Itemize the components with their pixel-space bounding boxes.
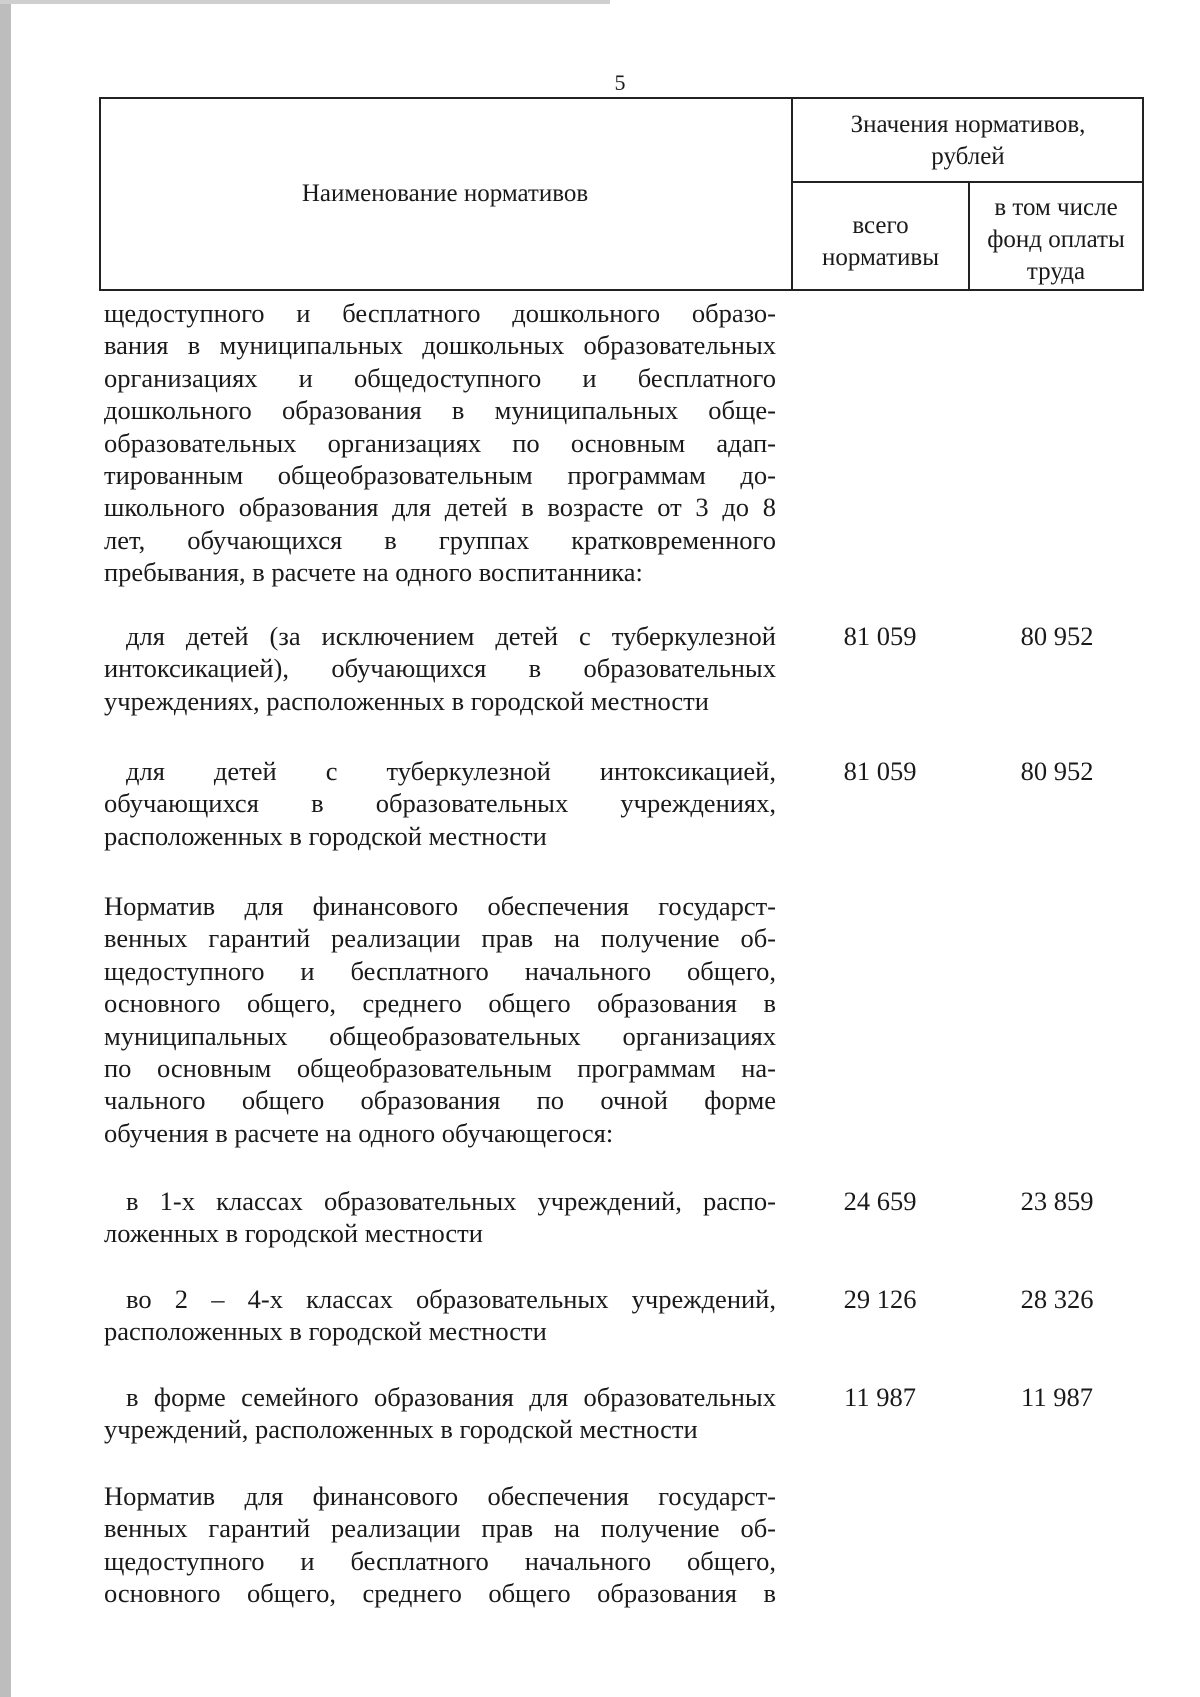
value-total: 29 126 <box>843 1284 917 1314</box>
text-line: школьного образования для детей в возрасте от 3 до 8 <box>104 492 776 523</box>
text-line: образовательных организациях по основным адап- <box>104 427 776 458</box>
text-line: основного общего, среднего общего образования в <box>104 988 776 1019</box>
text-line: учреждений, расположенных в городской местности <box>104 1414 698 1445</box>
text-line: щедоступного и бесплатного начального общего, <box>104 955 776 986</box>
text-line: в форме семейного образования для образовательных <box>126 1382 776 1412</box>
text-line: муниципальных общеобразовательных организациях <box>104 1020 776 1051</box>
header-name-label: Наименование нормативов <box>301 180 589 207</box>
value-payroll: 80 952 <box>1020 756 1094 786</box>
value-total: 11 987 <box>844 1382 916 1412</box>
text-line: дошкольного образования в муниципальных обще- <box>104 395 776 426</box>
text-line: интоксикацией), обучающихся в образовательных <box>104 653 776 684</box>
value-total: 24 659 <box>843 1186 917 1216</box>
item-family-education <box>104 1381 776 1446</box>
text-line: пребывания, в расчете на одного воспитанника: <box>104 557 643 588</box>
scan-edge-top <box>0 0 610 4</box>
text-line: венных гарантий реализации прав на получение об- <box>104 1513 776 1544</box>
text-line: вания в муниципальных дошкольных образовательных <box>104 330 776 361</box>
header-total-line2: нормативы <box>821 244 939 271</box>
item-children-excluding-tb <box>104 620 776 717</box>
table-header <box>99 97 1144 291</box>
text-line: по основным общеобразовательным программам на- <box>104 1053 776 1084</box>
paragraph-preschool-continuation <box>104 297 776 589</box>
scan-edge-left <box>0 0 11 1697</box>
value-total: 81 059 <box>843 756 917 786</box>
text-line: Норматив для финансового обеспечения государст- <box>104 891 776 921</box>
text-line: щедоступного и бесплатного начального общего, <box>104 1545 776 1576</box>
paragraph-general-education <box>104 890 776 1149</box>
item-grades-2-4 <box>104 1283 776 1348</box>
header-payroll-line2: фонд оплаты <box>987 226 1125 253</box>
text-line: чального общего образования по очной форме <box>104 1085 776 1116</box>
text-line: для детей (за исключением детей с туберкулезной <box>126 621 776 651</box>
value-payroll: 28 326 <box>1020 1284 1094 1314</box>
header-values-title-line2: рублей <box>931 143 1005 170</box>
text-line: в 1-х классах образовательных учреждений, распо- <box>126 1186 776 1216</box>
text-line: тированным общеобразовательным программам до- <box>104 460 776 491</box>
paragraph-general-education-2 <box>104 1480 776 1610</box>
text-line: расположенных в городской местности <box>104 1316 547 1347</box>
header-payroll-line3: труда <box>1026 258 1086 285</box>
text-line: обучения в расчете на одного обучающегося: <box>104 1117 614 1148</box>
item-grade-1 <box>104 1185 776 1250</box>
header-values-title <box>793 109 1143 173</box>
text-line: щедоступного и бесплатного дошкольного образо- <box>104 298 776 328</box>
header-border-bottom <box>99 289 1144 291</box>
text-line: лет, обучающихся в группах кратковременного <box>104 524 776 555</box>
text-line: для детей с туберкулезной интоксикацией, <box>126 756 776 786</box>
header-border-top <box>99 97 1144 99</box>
value-payroll: 23 859 <box>1020 1186 1094 1216</box>
text-line: основного общего, среднего общего образования в <box>104 1578 776 1609</box>
text-line: организациях и общедоступного и бесплатного <box>104 362 776 393</box>
text-line: учреждениях, расположенных в городской местности <box>104 685 709 716</box>
text-line: ложенных в городской местности <box>104 1218 483 1249</box>
header-payroll-line1: в том числе <box>994 194 1118 221</box>
text-line: расположенных в городской местности <box>104 820 547 851</box>
header-total-label <box>793 210 968 274</box>
text-line: обучающихся в образовательных учреждениях, <box>104 788 776 819</box>
value-total: 81 059 <box>843 621 917 651</box>
value-payroll: 80 952 <box>1020 621 1094 651</box>
text-line: Норматив для финансового обеспечения государст- <box>104 1481 776 1511</box>
header-payroll-label <box>970 192 1142 288</box>
header-total-line1: всего <box>852 212 909 239</box>
text-line: во 2 – 4-х классах образовательных учреждений, <box>126 1284 776 1314</box>
page-number: 5 <box>614 70 626 95</box>
text-line: венных гарантий реализации прав на получение об- <box>104 923 776 954</box>
value-payroll: 11 987 <box>1021 1382 1093 1412</box>
header-values-title-line1: Значения нормативов, <box>850 111 1086 138</box>
item-children-tb <box>104 755 776 852</box>
